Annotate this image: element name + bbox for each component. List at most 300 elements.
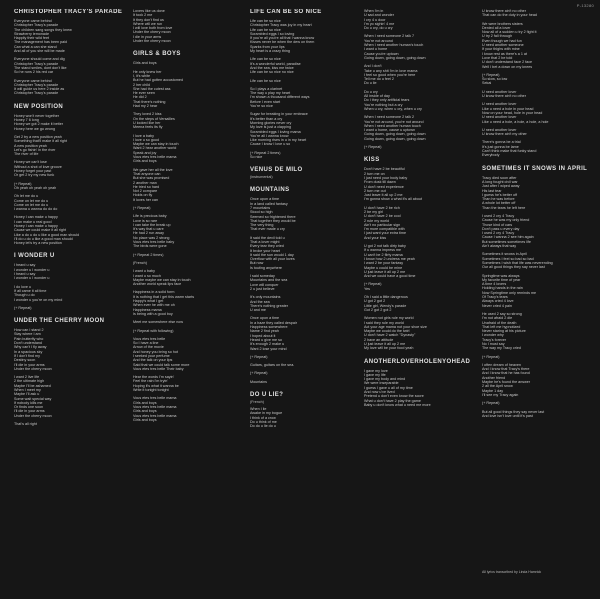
lyric-line: I cry 4 u door xyxy=(364,17,386,22)
lyric-line: Never cried 4 pain xyxy=(482,303,512,308)
lyric-line: Sometimes it snows in April xyxy=(482,252,527,257)
song-block xyxy=(250,187,362,384)
lyric-line: Life can be so nice xyxy=(250,57,281,62)
lyric-line: And honey you bring so hot xyxy=(133,349,178,354)
lyric-line: I used 2 cry 4 Tracy xyxy=(482,231,515,236)
lyric-line: Just leave it all up 2 me xyxy=(364,193,403,198)
lyric-line: Meena feels its fly xyxy=(133,125,163,130)
song-title: LIFE CAN BE SO NICE xyxy=(250,9,322,15)
lyric-line: Little girl, Wendy's parade xyxy=(364,303,407,308)
catalog-number: P-13280 xyxy=(576,3,594,8)
lyric-line: U don't need experience xyxy=(364,184,404,189)
lyric-line: You're nothing but a cry xyxy=(364,102,403,107)
lyric-line: Do u lie xyxy=(364,81,377,86)
lyric-line: If your thighs with mine xyxy=(482,47,520,52)
lyric-line: Baby u don't know what u need me more xyxy=(364,402,431,407)
lyric-line: Seemed so frightened there xyxy=(250,214,296,219)
lyric-line: If u wanna impress me xyxy=(364,248,402,253)
lyric-line: Happy's what I get xyxy=(133,299,164,304)
lyric-line: Had my 2 hear xyxy=(133,104,158,109)
lyric-line: U know there ain't no other xyxy=(482,94,526,99)
song-title: GIRLS & BOYS xyxy=(133,51,181,58)
lyric-line: Pretend u don't even know the score xyxy=(364,394,424,399)
lyric-line: It broke your heart xyxy=(250,248,280,253)
song-block xyxy=(133,51,245,422)
lyric-line: Going down, going down, going down xyxy=(364,132,426,137)
lyric-line: A time 4 lovers xyxy=(482,282,507,287)
lyric-line: And I don't xyxy=(364,64,382,69)
lyric-line: Love that 2 be told xyxy=(482,55,513,60)
lyric-line: There's gonna be a trial xyxy=(482,140,521,145)
lyric-line: Or get 2 try my new funk xyxy=(14,173,55,178)
lyric-line: I said they rule my world xyxy=(364,320,404,325)
lyric-line: Maybe we can stay in touch xyxy=(133,142,179,147)
lyric-line: Sometimes I feel so bad so bad xyxy=(482,256,534,261)
lyric-line: U got 2 not talk dirty baby xyxy=(364,244,406,249)
lyric-line: Holds on fly xyxy=(133,193,153,198)
lyric-line: Well I bet a down on my knees xyxy=(482,64,533,69)
lyric-line: A long fought civil war xyxy=(482,179,518,184)
lyric-line: U sad and wonder xyxy=(364,13,394,18)
lyric-line: Want 2 hear another world xyxy=(133,146,177,151)
lyric-line: (French) xyxy=(133,260,147,265)
lyric-line: Stay where I am xyxy=(14,332,41,337)
lyric-line: He used 2 say so strong xyxy=(482,311,522,316)
lyric-line: Under the cherry moon xyxy=(14,366,52,371)
lyric-line: Love will conquer xyxy=(250,282,279,287)
lyric-line: Guitars, guitars on the sea. xyxy=(250,363,295,368)
lyric-line: I want u so much xyxy=(133,273,161,278)
lyric-line: I guess I gave u all of my time xyxy=(364,385,413,390)
lyric-line: Sometimes I wish that life was neverending xyxy=(482,260,553,265)
lyric-line: I wonder u I wonder u xyxy=(14,267,50,272)
lyric-line: And love isn't love until it's past xyxy=(482,413,533,418)
lyric-line: I just want your extra time xyxy=(364,231,407,236)
lyric-line: I want u home xyxy=(364,47,388,52)
lyric-line: Not 2 compare xyxy=(133,189,158,194)
lyric-line: I wonder why xyxy=(482,333,504,338)
song-block xyxy=(250,167,362,179)
lyric-line: Maybe he's found the answer xyxy=(482,380,531,385)
lyric-line: Come on let me do u xyxy=(14,198,49,203)
lyric-line: Honey I can make u happy xyxy=(14,215,58,220)
lyric-line: I want u baby xyxy=(133,269,155,274)
lyric-line: Oh let me do u xyxy=(14,194,39,199)
lyric-line: U need another lover xyxy=(482,115,517,120)
lyric-line: 2 have an attitude xyxy=(364,337,394,342)
lyric-line: Than he was before xyxy=(482,197,515,202)
lyric-line: Maybe u could be mine xyxy=(364,265,403,270)
lyric-line: Girls and boys xyxy=(133,409,157,414)
lyric-line: When I need another human touch xyxy=(364,123,421,128)
lyric-line: It's just gonna be lame xyxy=(482,144,519,149)
lyric-line: U just leave it all up 2 me xyxy=(364,269,406,274)
lyric-line: That a lover might xyxy=(250,239,280,244)
lyric-line: Don't pass u every day xyxy=(482,226,520,231)
lyric-line: Ain't always that way xyxy=(482,244,517,249)
lyric-column-1 xyxy=(14,9,126,595)
lyric-line: Happiness in a solid form xyxy=(133,290,175,295)
lyric-line: I know how 2 undress me yeah xyxy=(364,256,415,261)
lyric-line: Under the cherry moon xyxy=(133,30,171,35)
lyric-line: Meet me somewhere else now xyxy=(133,320,184,325)
song-block xyxy=(482,9,594,158)
lyric-line: Cause I know I love u so xyxy=(250,142,291,147)
lyric-line: And the sea, kiss me twice xyxy=(250,65,294,70)
lyric-line: Where will we run xyxy=(133,21,163,26)
lyric-line: Yes xyxy=(364,286,371,291)
lyric-line: In a haze they called despair xyxy=(250,320,297,325)
lyric-line: It said the sun would 1 day xyxy=(250,252,294,257)
lyric-line: And I know that Tracy's there xyxy=(482,367,530,372)
lyric-line: Than the tears he left here xyxy=(482,205,526,210)
lyric-line: Pain butterfly who xyxy=(14,336,44,341)
lyric-line: All inside of day xyxy=(364,94,390,99)
lyric-line: I hoped about it xyxy=(250,333,276,338)
lyric-line: The management has been paid xyxy=(14,40,68,45)
lyric-line: That ever made u cry xyxy=(250,227,285,232)
lyric-line: The stand smiles, dont don't like xyxy=(14,65,67,70)
lyric-line: Everyone came behind xyxy=(14,19,52,23)
lyric-line: We gave her all the love xyxy=(133,167,173,172)
lyric-line: 2 turn me on xyxy=(364,171,385,176)
lyric-line: Cause you're uptown xyxy=(364,51,399,56)
lyric-line: But he had gotten accustomed xyxy=(133,78,184,83)
lyric-line: 2 u just believe xyxy=(250,286,275,291)
lyric-line: U don't have 2 watch "Dynasty" xyxy=(364,333,416,338)
lyric-line: I guess he's better off xyxy=(482,192,518,197)
lyric-line: Act your age mama not your shoe size xyxy=(364,324,427,329)
lyric-line: So he runs 2 his red car xyxy=(14,70,54,75)
lyric-line: Want 2 lose your mind xyxy=(250,346,287,351)
song-title: VENUS DE MILO xyxy=(250,167,303,174)
lyric-line: On the steps of Versailles xyxy=(133,116,175,121)
lyric-line: Now Springtime only reminds me xyxy=(482,290,537,295)
lyric-line: My favorite time of year xyxy=(482,277,521,282)
lyric-line: My love is just a clapping xyxy=(250,125,291,130)
lyric-line: Unafraid of the death xyxy=(482,320,517,325)
lyric-line: You're not around xyxy=(364,38,393,43)
lyric-line: Take u any shit I'm in love mama xyxy=(364,68,418,73)
lyric-line: So I have a line xyxy=(133,341,159,346)
transcription-credit: All lyrics transcribed by Linda Hamrick xyxy=(482,570,542,574)
lyric-line: In a land called fantasy xyxy=(250,201,288,206)
lyric-line: How can I stand 2 xyxy=(14,328,44,333)
lyric-line: Another friend xyxy=(482,375,506,380)
lyric-line: 2 turn me out xyxy=(364,188,386,193)
song-block xyxy=(250,392,362,428)
song-title: ANOTHERLOVERHOLENYOHEAD xyxy=(364,358,471,365)
lyric-line: I die in your arms xyxy=(133,34,162,39)
lyric-line: Honey here we go wrong xyxy=(14,126,55,131)
lyric-line: Why can't I fly away xyxy=(14,345,47,350)
lyric-line: I gave my love xyxy=(364,368,388,373)
lyric-line: U need another lover xyxy=(482,89,517,94)
lyric-line: Now all of a sudden u try 2 fight it xyxy=(482,30,537,35)
lyric-line: U got 2 got 2 xyxy=(364,299,386,304)
lyric-line: When I'm in xyxy=(364,9,384,13)
lyric-line: Cause we could make it all right xyxy=(14,228,67,233)
lyric-line: Scrambled eggs I loving mama xyxy=(250,129,301,134)
lyric-line: Life can be so nice xyxy=(250,78,281,83)
lyric-line: Tracy died soon after xyxy=(482,175,517,180)
lyric-line: Honey forget your past xyxy=(14,169,52,174)
lyric-line: (+ Repeat) xyxy=(14,305,32,310)
song-title: UNDER THE CHERRY MOON xyxy=(14,318,105,325)
lyric-line: Scrambled eggs I so loving xyxy=(250,31,295,36)
lyric-line: You're not around, you're not around xyxy=(364,119,424,124)
song-subtitle: (French) xyxy=(250,400,264,404)
lyric-line: Christopher Tracy's parade xyxy=(14,82,59,87)
lyric-line: Like u need a hole, a hole, a hole, a hole xyxy=(482,119,549,124)
lyric-line: Some wait special way xyxy=(14,396,52,401)
lyric-line: U know there ain't no other xyxy=(482,9,526,13)
lyric-line: Can what a can she stand xyxy=(14,44,57,49)
lyric-line: They loved 2 kiss xyxy=(133,112,162,117)
lyric-line: It's enough 2 make u xyxy=(250,342,285,347)
lyric-line: When I meet my xyxy=(14,388,41,392)
lyric-line: That there's nothing xyxy=(133,99,166,104)
lyric-line: It is nothing that I get this warm starts xyxy=(133,294,195,299)
lyric-line: Do u think of me xyxy=(250,419,277,424)
lyric-line: He had 2 run away xyxy=(133,231,164,236)
lyric-line: Do I they only artificial tears xyxy=(364,98,410,103)
lyric-line: It said the devil told u xyxy=(250,235,285,240)
lyric-line: But she was promised xyxy=(133,176,170,181)
lyric-line: U don't have 2 be rich xyxy=(364,205,400,210)
lyric-line: Maybe 1 day xyxy=(482,388,504,393)
lyric-line: Feel the rain I'm tryin' xyxy=(133,379,169,384)
lyric-line: It they don't find us xyxy=(133,17,164,22)
lyric-line: It's better than a cry xyxy=(250,116,283,121)
lyric-line: That can do the duty in your head xyxy=(482,13,537,18)
lyric-line: Honey we can't lose xyxy=(14,160,47,165)
lyric-line: Maybe I'll be ashamed xyxy=(14,383,51,388)
lyric-line: (+ Repeat) xyxy=(14,181,32,186)
lyric-line: The river of life xyxy=(14,152,39,157)
lyric-line: Sparks from your lips xyxy=(250,44,285,49)
lyric-line: He did 2 xyxy=(133,95,147,100)
lyric-line: Write it tonight tonight xyxy=(133,388,169,393)
lyric-line: So slow, so low xyxy=(482,77,508,82)
lyric-line: U need another lover xyxy=(482,102,517,107)
song-block xyxy=(364,157,476,350)
lyric-line: Vous etes tres belle xyxy=(133,336,166,341)
lyric-line: Awake in my bogue xyxy=(250,411,283,416)
lyric-line: What u don't have 2 play the game xyxy=(364,398,421,403)
lyric-line: Don't understand xyxy=(14,341,42,346)
song-block xyxy=(133,9,245,43)
lyric-line: I wanna u wanna do do do xyxy=(14,207,58,212)
lyric-line: Hoping it's what it wanna be xyxy=(133,383,179,388)
lyric-line: But all good things they say never last xyxy=(482,409,545,414)
lyric-line: Before I even start xyxy=(250,99,281,104)
lyric-line: Tracy's forever xyxy=(482,337,507,342)
lyric-line: I'm yo sighin' 4 me xyxy=(364,21,395,26)
lyric-line: Our all good things they say never last xyxy=(482,265,545,270)
lyric-line: U don't understand face 2 face xyxy=(482,60,533,65)
song-block xyxy=(14,9,126,96)
lyric-line: That left me hypnotized xyxy=(482,324,521,329)
lyric-line: (+ Repeat) xyxy=(250,371,268,376)
lyric-line: Holding hands in the rain xyxy=(482,286,523,291)
song-block xyxy=(14,104,126,246)
lyric-line: Or finds one soon xyxy=(14,405,44,410)
lyric-line: Sekai xyxy=(482,81,492,86)
lyric-line: Life can be so nice xyxy=(250,27,281,32)
song-block xyxy=(482,166,594,419)
lyric-line: So nice xyxy=(250,155,263,160)
lyric-line: (+ Repeat) xyxy=(250,354,268,359)
lyric-line: I'm not afraid 2 die xyxy=(482,316,513,321)
song-title: DO U LIE? xyxy=(250,392,284,398)
lyric-line: I'm shown a thousand different ways xyxy=(250,95,310,100)
lyric-line: I love u so good xyxy=(133,137,160,142)
lyric-line: U and me xyxy=(250,308,266,313)
lyric-line: Arrow of the movie xyxy=(133,345,164,350)
lyric-line: And we could have a good time xyxy=(364,274,416,279)
lyric-line: Christopher Tracy's parade xyxy=(14,23,59,28)
lyric-line: 2 her child xyxy=(133,82,151,87)
song-block xyxy=(364,359,476,408)
lyric-line: I said someday xyxy=(250,274,275,279)
lyric-line: Even though we had fun xyxy=(482,38,522,43)
lyric-line: The birds were gone xyxy=(133,244,167,249)
lyric-line: I'll see my Tracy again xyxy=(482,392,519,397)
lyric-line: 2 rule my world xyxy=(364,218,390,223)
lyric-line: Can't think make that funky stand xyxy=(482,149,537,154)
lyric-line: That together they would be xyxy=(250,218,296,223)
lyric-line: Strawberry lemonade xyxy=(14,31,50,36)
lyric-column-2 xyxy=(133,9,245,595)
lyric-line: (+ Repeat 2 times) xyxy=(133,252,164,257)
song-title: SOMETIMES IT SNOWS IN APRIL xyxy=(482,165,588,172)
lyric-line: Get 2 try a new position yeah xyxy=(14,134,62,139)
lyric-line: It's a wonderful world, paradise xyxy=(250,61,301,66)
lyric-line: Like u need a hole in your head xyxy=(482,106,534,111)
lyric-line: Always cried 4 love xyxy=(482,299,514,304)
lyric-line: 2 all the April snow xyxy=(482,384,513,389)
lyric-line: Destiny soon xyxy=(14,358,36,363)
lyric-line: U looked like her xyxy=(133,120,161,125)
lyric-line: Is touting anywhere xyxy=(250,265,282,270)
lyric-line: U can't be 2 flirty mama xyxy=(364,252,403,257)
lyric-line: Life can be so nice no nice xyxy=(250,70,294,75)
lyric-line: Name 2 find yeah xyxy=(250,329,279,334)
lyric-line: Vous etes tres belle mama xyxy=(133,396,177,401)
lyric-line: Going down, going down, going down xyxy=(364,136,426,141)
lyric-line: I know rest as there's a 1 at xyxy=(482,51,527,56)
lyric-line: U need another someone xyxy=(482,43,524,48)
lyric-line: Once upon a time xyxy=(250,316,280,321)
lyric-line: (+ Repeat 2 times) xyxy=(250,150,281,155)
lyric-line: Everybody xyxy=(482,153,500,158)
song-subtitle: (instrumental) xyxy=(250,175,273,180)
lyric-line: Under the cherry moon xyxy=(14,413,52,418)
lyric-line: Vous etes tres belle baby xyxy=(133,240,175,245)
lyric-line: And all of you she will be made xyxy=(14,49,65,54)
lyric-line: (+ Repeat) xyxy=(482,72,500,77)
lyric-line: Oh yeah oh yeah oh yeah xyxy=(14,185,57,190)
lyric-line: Those kind of cars xyxy=(482,222,513,227)
lyric-line: But sometimes sometimes life xyxy=(482,239,531,244)
lyric-line: 7 mountains xyxy=(250,205,271,210)
lyric-line: Without a shot of love groove xyxy=(14,164,62,169)
lyric-line: (+ Repeat) xyxy=(482,354,500,359)
lyric-line: Everyone should come and dig xyxy=(14,57,65,62)
lyric-line: Do u cry, do u cry xyxy=(364,26,393,31)
lyric-line: Vous etes tres belle mama xyxy=(133,404,177,409)
lyric-line: And the talk on your lips xyxy=(133,358,173,363)
lyric-line: We were brothers sisters xyxy=(482,21,523,26)
lyric-line: Tell me do u feel 2 xyxy=(364,77,394,82)
song-title: KISS xyxy=(364,157,380,164)
lyric-column-4 xyxy=(364,9,476,595)
lyric-line: I want 2 be your fantasy xyxy=(364,261,404,266)
lyric-line: U need another lover xyxy=(482,127,517,132)
lyric-line: It loves her can xyxy=(133,197,159,202)
lyric-line: Every tear they cried xyxy=(250,244,284,249)
lyric-line: He tried so hard xyxy=(133,184,160,189)
lyric-line: 2 be my girl xyxy=(364,209,384,214)
lyric-line: I'll do u do u like a good man should xyxy=(14,236,73,241)
lyric-line: Vous etes tres belle mama xyxy=(133,155,177,160)
lyric-line: From dusk till dawn xyxy=(364,180,396,185)
lyric-line: It's only mountains xyxy=(250,295,281,300)
lyric-line: When I need another human's touch xyxy=(364,43,424,48)
lyric-line: Something that'll make it all right xyxy=(14,139,67,144)
lyric-line: She had the cutest ass xyxy=(133,86,171,91)
lyric-line: He ever seen xyxy=(133,91,155,96)
lyric-line: (+ Repeat) xyxy=(364,145,382,150)
lyric-line: Said that we could talk some more xyxy=(133,362,190,367)
lyric-line: Honey we got 2 make it better xyxy=(14,122,63,127)
lyric-line: Everyone came behind xyxy=(14,78,52,83)
lyric-line: I feel so good when you're here xyxy=(364,72,416,77)
lyric-line: I seeked your perfume xyxy=(133,354,170,358)
lyric-line: Another world speak lips face xyxy=(133,282,182,287)
lyric-line: Christopher Tracy's parade xyxy=(14,91,59,96)
lyric-line: Oh I said a little dangerous xyxy=(364,295,408,300)
lyric-line: Hear the words I'm sayin' xyxy=(133,375,175,380)
lyric-line: You're so nice xyxy=(250,104,273,109)
lyric-line: Vous etes tres belle Their baby xyxy=(133,366,184,371)
lyric-line: (+ Repeat with following) xyxy=(133,328,174,333)
lyric-line: You're all I wanna know xyxy=(250,133,289,138)
lyric-line: I'm more compatible with xyxy=(364,227,405,232)
lyric-line: Cause I wanna 2 see him again xyxy=(482,235,534,240)
lyric-line: It will guide us here 2 inside as xyxy=(14,87,65,92)
lyric-line: Stood so high xyxy=(250,210,273,215)
lyric-line: If all came it all time xyxy=(14,288,47,293)
lyric-line: Mountains xyxy=(250,379,268,384)
lyric-line: I wonder u I wonder u xyxy=(14,276,50,281)
lyric-line: A whole lot better off xyxy=(482,201,516,206)
lyric-line: I want 2 live life xyxy=(14,375,40,380)
lyric-line: I gave my life xyxy=(364,372,386,377)
lyric-column-5 xyxy=(482,9,594,595)
lyric-line: I, it's white xyxy=(133,73,151,78)
lyric-line: (+ Repeat) xyxy=(482,401,500,406)
lyric-line: Do u cry xyxy=(364,89,378,94)
lyric-column-3 xyxy=(250,9,362,595)
lyric-line: When ever he with me oh xyxy=(133,303,175,308)
lyric-line: I think of a crow xyxy=(250,415,276,420)
lyric-line: The way u play my heart xyxy=(250,91,291,96)
lyric-line: If nobody kills me xyxy=(14,400,43,405)
lyric-line: Springtime was always xyxy=(482,273,520,278)
lyric-line: Christopher Tracy's parade xyxy=(14,61,59,66)
